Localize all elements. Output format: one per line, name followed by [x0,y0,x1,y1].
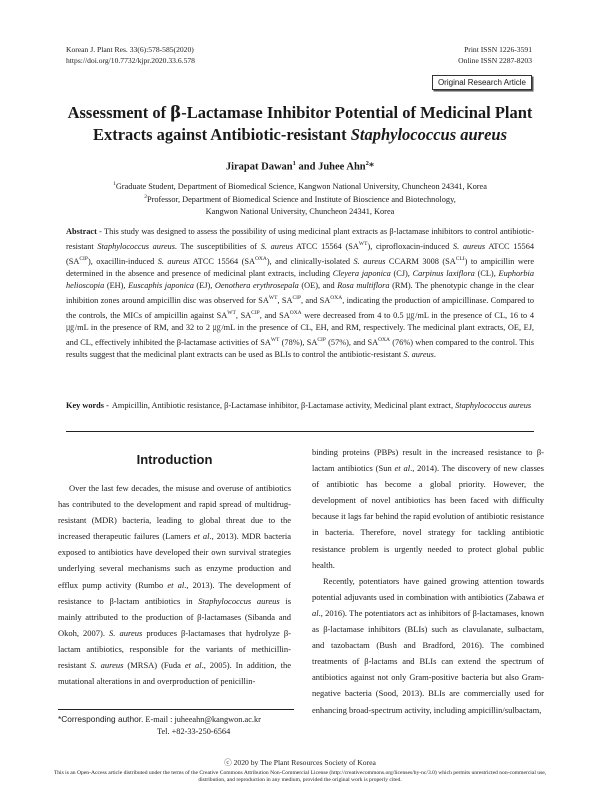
license-notice: This is an Open-Access article distributed under the terms of the Creative Commons Attribution Non-Commercial License (http://creativecommons.org/licenses/by-nc/3.0) which permits unrestricted non-commercial use, distribution, and reproduction in any medium, provided the original work is properly cited. [53,770,547,784]
author-1: Jirapat Dawan [225,161,293,173]
telephone: Tel. +82-33-250-6564 [157,727,231,736]
copyright: ⓒ 2020 by The Plant Resources Society of Korea [224,758,376,767]
paragraph: Over the last few decades, the misuse and overuse of antibiotics has contributed to the development and rapid spread of multidrug-resistant (MDR) bacteria, leading to global threat due to the increased therapeutic failures (Lamers et al., 2013). MDR bacteria exposed to antibiotics have developed their own survival strategies underlying several mechanisms such as enzyme production and efflux pump activity (Rumbo et al., 2013). The development of resistance to β-lactam antibiotics in Staphylococcus aureus is mainly attributed to the production of β-lactamases (Sibanda and Okoh, 2007). S. aureus produces β-lactamases that hydrolyze β-lactam antibiotics, responsible for the variants of methicillin-resistant S. aureus (MRSA) (Fuda et al., 2005). In addition, the mutational alterations in and overproduction of penicillin- [58,483,292,687]
authors: Jirapat Dawan$^1$ and Juhee Ahn$^2$* [225,160,375,173]
online-issn: Online ISSN 2287-8203 [458,55,532,65]
journal-citation: Korean J. Plant Res. 33(6):578-585(2020) [66,45,194,54]
footnote-divider [58,709,294,710]
body-column-left [58,480,291,689]
print-issn: Print ISSN 1226-3591 [464,45,532,54]
email[interactable]: E-mail : juheeahn@kangwon.ac.kr [143,715,261,724]
paragraph: binding proteins (PBPs) result in the increased resistance to β-lactam antibiotics (Sun et al., 2014). The discovery of new classes of antibiotic has become a global priority. However, the development of novel antibiotics has been faced with difficulty because it lags far behind the rapid evolution of antibiotic resistance in bacteria. Therefore, novel strategy for tackling antibiotic resistance problem is urgently needed to protect global public health. [312,447,544,570]
doi-link[interactable]: https://doi.org/10.7732/kjpr.2020.33.6.578 [66,55,195,65]
author-2: Juhee Ahn [318,161,366,173]
divider [66,431,534,432]
affiliations: $^1$Graduate Student, Department of Biomedical Science, Kangwon National University, Chuncheon 24341, Korea $^2$Professor, Department of Biomedical Science and Institute of Bioscience and Biotechnology, Kangwon National University, Chuncheon 24341, Korea [113,181,487,216]
journal-header [66,45,195,66]
article-type-badge: Original Research Article [432,75,532,90]
body-column-right [312,444,544,718]
paper-title: Assessment of β-Lactamase Inhibitor Potential of Medicinal Plant Extracts against Antibiotic-resistant Staphylococcus aureus [67,103,533,144]
section-heading-introduction: Introduction [136,452,213,467]
corresponding-author: *Corresponding author. E-mail : juheeahn@kangwon.ac.kr Tel. +82-33-250-6564 [58,713,294,738]
keywords-list: Ampicillin, Antibiotic resistance, β-Lactamase inhibitor, β-Lactamase activity, Medicinal plant extract, Staphylococcus aureus [111,401,532,410]
paragraph: Recently, potentiators have gained growing attention towards potential adjuvants used in combination with antibiotics (Zabawa et al., 2016). The potentiators act as inhibitors of β-lactamases, known as β-lactamase inhibitors (BLIs) such as clavulanate, sulbactam, and tazobactam (Bush and Bradford, 2016). The combined treatments of β-lactams and BLIs can extend the spectrum of antibiotics against not only Gram-positive bacteria but also Gram-negative bacteria (Sood, 2013). BLIs are commercially used for enhancing broad-spectrum activity, including ampicillin/sulbactam, [312,575,544,715]
issn-block [458,45,532,66]
abstract: Abstract - This study was designed to assess the possibility of using medicinal plant extracts as β-lactamase inhibitors to control antibiotic-resistant Staphylococcus aureus. The susceptibilities of S. aureus ATCC 15564 $(SA^{WT})$, ciprofloxacin-induced S. aureus ATCC 15564 $(SA^{CIP})$, oxacillin-induced S. aureus ATCC 15564 $(SA^{OXA})$, and clinically-isolated S. aureus CCARM 3008 $(SA^{CLI})$ to ampicillin were determined in the absence and presence of medicinal plant extracts, including Cleyera japonica (CJ), Carpinus laxiflora (CL), Euphorbia helioscopia (EH), Euscaphis japonica (EJ), Oenothera erythrosepala (OE), and Rosa multiflora (RM). The phenotypic change in the clear inhibition zones around ampicillin disc was observed for $SA^{WT}$, $SA^{CIP}$, and $SA^{OXA}$, indicating the production of ampicillinase. Compared to the controls, the MICs of ampicillin against $SA^{WT}$, $SA^{CIP}$, and $SA^{OXA}$ were decreased from 4 to 0.5 ㎍/mL in the presence of CL, 16 to 4 ㎍/mL in the presence of RM, and 32 to 2 ㎍/mL in the presence of CL, EH, and RM, respectively. The medicinal plant extracts, OE, EJ, and CL, effectively inhibited the β-lactamase activities of $SA^{WT}$ (78%), $SA^{CIP}$ (57%), and $SA^{OXA}$ (76%) when compared to the control. This results suggest that the medicinal plant extracts can be used as BLIs to control the antibiotic-resistant S. aureus. [66,227,535,359]
keywords: Key words - Ampicillin, Antibiotic resistance, β-Lactamase inhibitor, β-Lactamase activity, Medicinal plant extract, Staphylococcus aureus [66,401,532,410]
